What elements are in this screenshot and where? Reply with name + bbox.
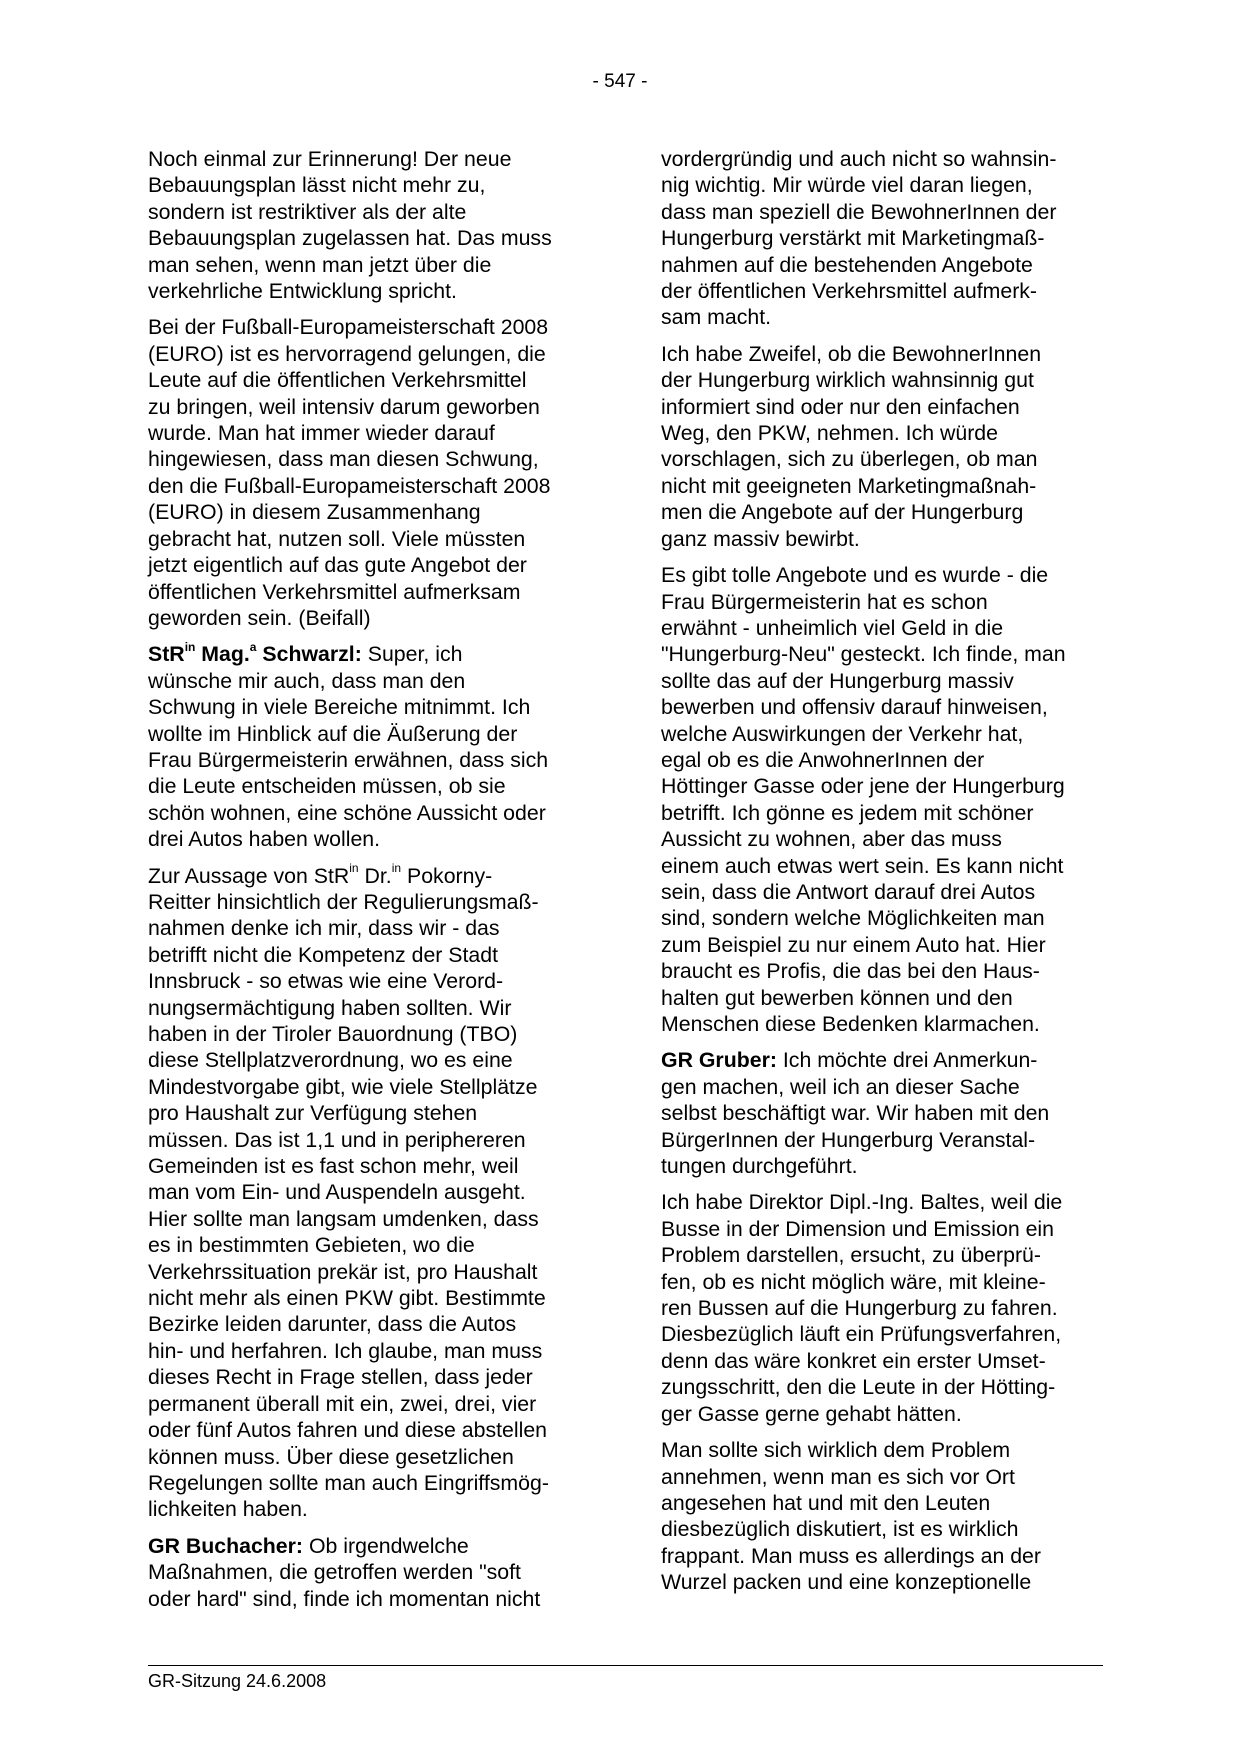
text-line: sam macht. [661,305,772,330]
text-line: einem auch etwas wert sein. Es kann nicht [661,853,1064,878]
text-line: Mindestvorgabe gibt, wie viele Stellplätze [148,1074,538,1099]
text-line: wurde. Man hat immer wieder darauf [148,421,495,446]
text-line: nungsermächtigung haben sollten. Wir [148,995,512,1020]
speech-schwarzl [148,641,598,852]
text-line: men die Angebote auf der Hungerburg [661,500,1024,525]
text-line: Frau Bürgermeisterin erwähnen, dass sich [148,747,549,772]
text-line: Menschen diese Bedenken klarmachen. [661,1012,1040,1036]
text-line: Schwung in viele Bereiche mitnimmt. Ich [148,695,531,720]
text-line: sind, sondern welche Möglichkeiten man [661,906,1045,931]
text-line: jetzt eigentlich auf das gute Angebot der [148,553,527,578]
text-line: Leute auf die öffentlichen Verkehrsmittel [148,368,527,393]
paragraph [148,863,598,1523]
text-line: lichkeiten haben. [148,1497,308,1522]
text-line: diese Stellplatzverordnung, wo es eine [148,1048,513,1073]
text-line: Man sollte sich wirklich dem Problem [661,1438,1011,1463]
text-line: ger Gasse gerne gehabt hätten. [661,1401,962,1426]
text-line: zungsschritt, den die Leute in der Hötting- [661,1375,1056,1400]
speech-first-line: StR$^{in}$ Mag.$^a$ Schwarzl: Super, ich [148,640,463,667]
text-line: Höttinger Gasse oder jene der Hungerburg [661,774,1065,799]
text-line: es in bestimmten Gebieten, wo die [148,1233,475,1258]
text-line: frappant. Man muss es allerdings an der [661,1543,1041,1568]
speech-buchacher [148,1533,598,1612]
text-line: Es gibt tolle Angebote und es wurde - die [661,563,1049,588]
paragraph [661,341,1111,552]
text-line: vordergründig und auch nicht so wahnsin- [661,147,1057,171]
text-line: diesbezüglich diskutiert, ist es wirklich [661,1517,1019,1542]
paragraph [661,562,1111,1037]
text-line: Gemeinden ist es fast schon mehr, weil [148,1154,519,1179]
text-line: sondern ist restriktiver als der alte [148,199,467,224]
speaker-name: GR Buchacher: [148,1533,304,1558]
text-line: müssen. Das ist 1,1 und in peripherеren [148,1127,526,1152]
text-line: können muss. Über diese gesetzlichen [148,1444,514,1469]
text-line: sein, dass die Antwort darauf drei Autos [661,879,1036,904]
text-line: Bei der Fußball-Europameisterschaft 2008 [148,315,549,340]
text-line: gebracht hat, nutzen soll. Viele müssten [148,526,526,551]
text-line: dass man speziell die BewohnerInnen der [661,199,1057,224]
text-line: betrifft. Ich gönne es jedem mit schöner [661,800,1034,825]
text-line: sollte das auf der Hungerburg massiv [661,668,1014,693]
text-line: oder hard" sind, finde ich momentan nicht [148,1586,541,1611]
text-line: BürgerInnen der Hungerburg Veranstal- [661,1127,1036,1152]
footer-divider [148,1665,1103,1666]
speech-first-line: GR Buchacher: Ob irgendwelche [148,1533,469,1558]
text-line: Maßnahmen, die getroffen werden "soft [148,1560,521,1585]
text-line: betrifft nicht die Kompetenz der Stadt [148,942,499,967]
text-line: verkehrliche Entwicklung spricht. [148,279,457,304]
text-line: Ich habe Zweifel, ob die BewohnerInnen [661,341,1042,366]
paragraph [661,1437,1111,1595]
text-line: (EURO) in diesem Zusammenhang [148,500,481,525]
text-line: welche Auswirkungen der Verkehr hat, [661,721,1024,746]
text-line: oder fünf Autos fahren und diese abstellen [148,1418,548,1443]
left-column [148,146,598,1622]
text-line: Innsbruck - so etwas wie eine Verord- [148,969,504,994]
text-line: Regelungen sollte man auch Eingriffsmög- [148,1470,549,1495]
text-line: fen, ob es nicht möglich wäre, mit kleine- [661,1269,1046,1294]
text-line: drei Autos haben wollen. [148,827,381,852]
paragraph [148,314,598,631]
paragraph-first-line: Zur Aussage von StR$^{in}$ Dr.$^{in}$ Pokorny- [148,861,493,888]
text-line: gen machen, weil ich an dieser Sache [661,1074,1020,1099]
text-line: nicht mehr als einen PKW gibt. Bestimmte [148,1286,546,1311]
text-line: hin- und herfahren. Ich glaube, man muss [148,1338,543,1363]
text-line: die Leute entscheiden müssen, ob sie [148,774,506,799]
text-line: nig wichtig. Mir würde viel daran liegen, [661,173,1033,198]
text-line: geworden sein. (Beifall) [148,605,371,630]
text-line: tungen durchgeführt. [661,1154,858,1179]
text-line: Wurzel packen und eine konzeptionelle [661,1570,1032,1595]
speaker-name: StR$^{in}$ Mag.$^a$ Schwarzl: [148,640,362,667]
text-line: Noch einmal zur Erinnerung! Der neue [148,147,512,171]
text-line: (EURO) ist es hervorragend gelungen, die [148,341,546,366]
text-line: bewerben und offensiv darauf hinweisen, [661,695,1048,720]
text-line: angesehen hat und mit den Leuten [661,1490,991,1515]
text-line: egal ob es die AnwohnerInnen der [661,747,985,772]
text-line: Weg, den PKW, nehmen. Ich würde [661,421,998,446]
text-line: Reitter hinsichtlich der Regulierungsmaß- [148,889,539,914]
text-line: informiert sind oder nur den einfachen [661,394,1020,419]
paragraph [148,146,598,304]
text-line: ganz massiv bewirbt. [661,526,860,551]
text-line: permanent überall mit ein, zwei, drei, vier [148,1391,537,1416]
text-line: pro Haushalt zur Verfügung stehen [148,1101,478,1126]
text-line: zum Beispiel zu nur einem Auto hat. Hier [661,932,1046,957]
text-line: wünsche mir auch, dass man den [148,668,466,693]
text-line: dieses Recht in Frage stellen, dass jeder [148,1365,533,1390]
footer-session-date: GR-Sitzung 24.6.2008 [148,1671,327,1691]
text-line: öffentlichen Verkehrsmittel aufmerksam [148,579,521,604]
text-line: Ich habe Direktor Dipl.-Ing. Baltes, weil die [661,1190,1063,1215]
text-line: Busse in der Dimension und Emission ein [661,1216,1055,1241]
page-number: - 547 - [592,71,648,92]
text-line: Problem darstellen, ersucht, zu überprü- [661,1243,1041,1268]
text-line: Bebauungsplan lässt nicht mehr zu, [148,173,486,198]
text-line: Diesbezüglich läuft ein Prüfungsverfahren, [661,1322,1062,1347]
text-line: selbst beschäftigt war. Wir haben mit den [661,1101,1050,1126]
text-line: hingewiesen, dass man diesen Schwung, [148,447,539,472]
text-line: zu bringen, weil intensiv darum geworben [148,394,540,419]
text-line: Aussicht zu wohnen, aber das muss [661,827,1002,852]
text-line: wollte im Hinblick auf die Äußerung der [148,721,518,746]
text-line: vorschlagen, sich zu überlegen, ob man [661,447,1038,472]
paragraph [661,146,1111,331]
text-line: halten gut bewerben können und den [661,985,1013,1010]
text-line: ren Bussen auf die Hungerburg zu fahren. [661,1296,1058,1321]
text-line: nahmen denke ich mir, dass wir - das [148,916,500,941]
right-column [661,146,1111,1606]
text-line: Frau Bürgermeisterin hat es schon [661,589,988,614]
speech-gruber [661,1047,1111,1179]
text-line: der Hungerburg wirklich wahnsinnig gut [661,368,1034,393]
text-line: man sehen, wenn man jetzt über die [148,252,492,277]
text-line: schön wohnen, eine schöne Aussicht oder [148,800,546,825]
text-line: der öffentlichen Verkehrsmittel aufmerk- [661,279,1038,304]
text-line: man vom Ein- und Auspendeln ausgeht. [148,1180,526,1205]
speech-first-line: GR Gruber: Ich möchte drei Anmerkun- [661,1048,1038,1073]
speaker-name: GR Gruber: [661,1048,777,1073]
text-line: nicht mit geeigneten Marketingmaßnah- [661,473,1037,498]
text-line: Hungerburg verstärkt mit Marketingmaß- [661,226,1045,251]
text-line: Verkehrssituation prekär ist, pro Haushalt [148,1259,538,1284]
text-line: Hier sollte man langsam umdenken, dass [148,1206,539,1231]
text-line: Bezirke leiden darunter, dass die Autos [148,1312,517,1337]
text-line: annehmen, wenn man es sich vor Ort [661,1464,1015,1489]
text-line: braucht es Profis, die das bei den Haus- [661,959,1040,984]
text-line: nahmen auf die bestehenden Angebote [661,252,1033,277]
text-line: Bebauungsplan zugelassen hat. Das muss [148,226,552,251]
text-line: denn das wäre konkret ein erster Umset- [661,1348,1046,1373]
text-line: den die Fußball-Europameisterschaft 2008 [148,473,551,498]
text-line: erwähnt - unheimlich viel Geld in die [661,615,1004,640]
text-line: "Hungerburg-Neu" gesteckt. Ich finde, man [661,642,1066,667]
text-line: haben in der Tiroler Bauordnung (TBO) [148,1022,518,1046]
paragraph [661,1189,1111,1427]
